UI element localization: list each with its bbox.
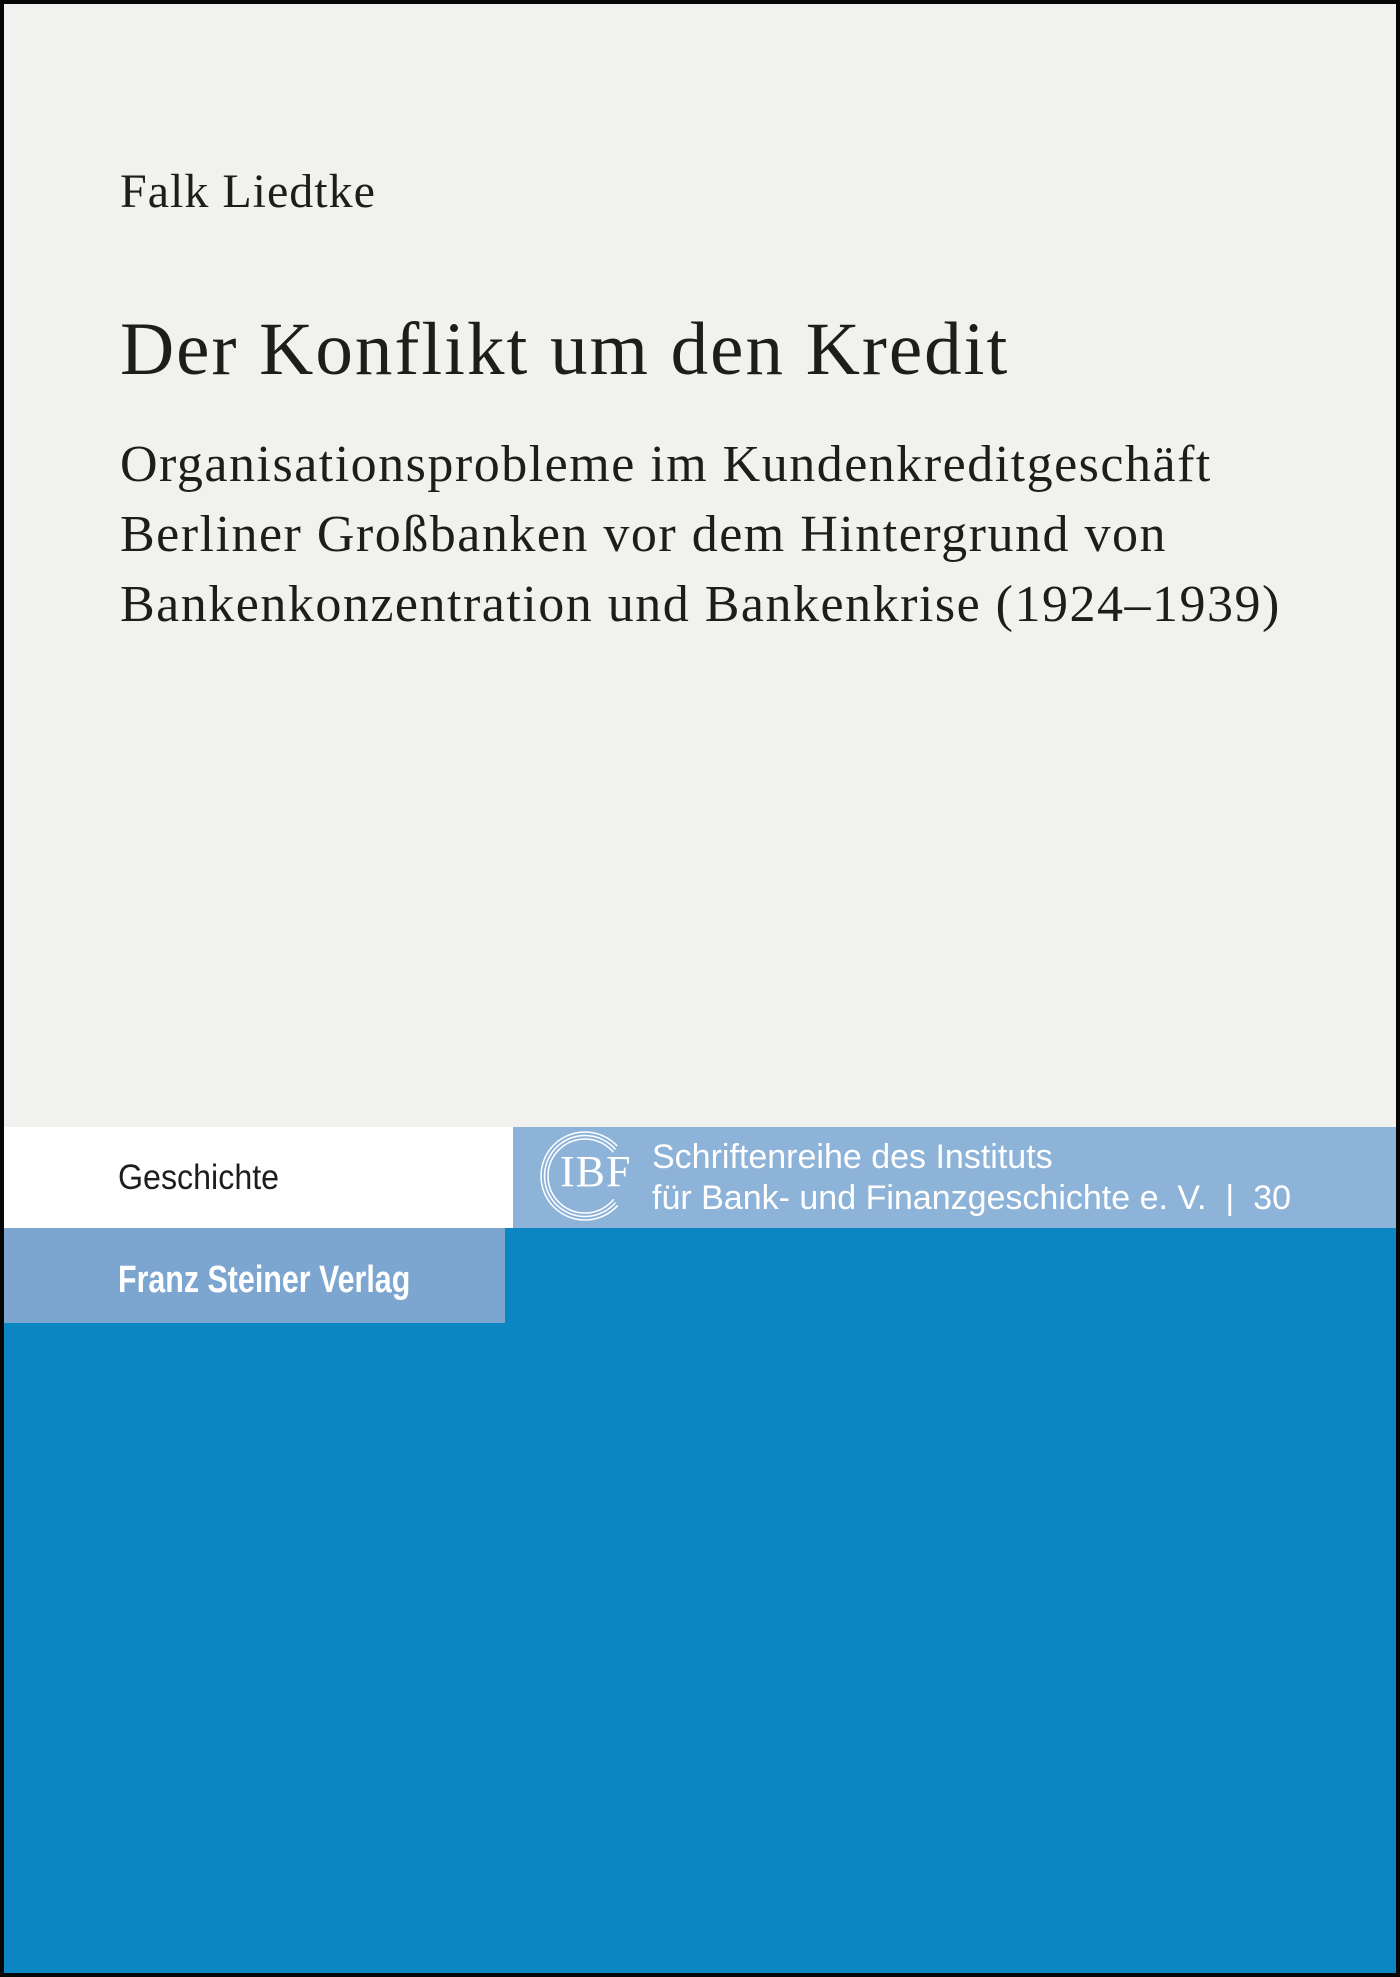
book-title: Der Konflikt um den Kredit: [120, 308, 1010, 391]
volume-separator: |: [1225, 1178, 1235, 1217]
volume-number: 30: [1253, 1178, 1292, 1217]
book-subtitle: [120, 430, 1281, 640]
ibf-logo: [539, 1130, 631, 1222]
ibf-logo-text: IBF: [560, 1147, 632, 1196]
category-band: [4, 1127, 513, 1228]
subtitle-line-2: Berliner Großbanken vor dem Hintergrund von: [120, 506, 1167, 563]
series-title-line2: [652, 1178, 1396, 1219]
publisher-name: Franz Steiner Verlag: [118, 1259, 411, 1301]
info-band-row: [4, 1127, 1396, 1228]
author-name: Falk Liedtke: [120, 165, 376, 218]
publisher-band: [4, 1228, 505, 1323]
series-title-line1: Schriftenreihe des Instituts: [652, 1137, 1053, 1176]
subtitle-line-1: Organisationsprobleme im Kundenkreditgeschäft: [120, 436, 1212, 493]
category-label: Geschichte: [118, 1157, 280, 1197]
bottom-color-block: [4, 1228, 1396, 1973]
series-title-line2-text: für Bank- und Finanzgeschichte e. V.: [652, 1178, 1207, 1217]
subtitle-line-3: Bankenkonzentration und Bankenkrise (1924–1939): [120, 576, 1281, 633]
series-band: [513, 1127, 1396, 1228]
